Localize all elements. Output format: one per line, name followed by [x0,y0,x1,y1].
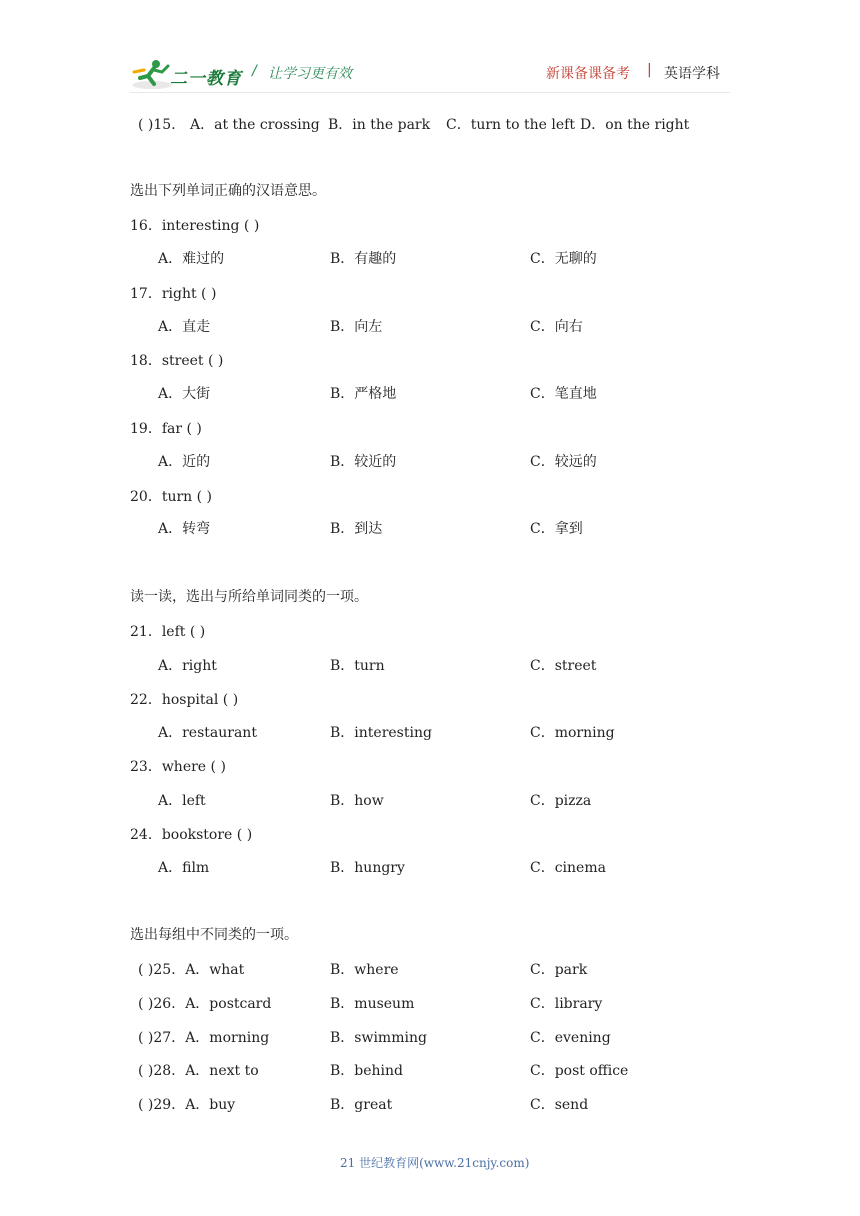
runner-logo-icon [130,58,174,90]
option-b: B．behind [330,1063,404,1079]
question-22-stem: 22．hospital ( ) [130,692,239,708]
header-label-prep: 新课备课备考 [546,66,630,82]
option-a: A．restaurant [158,725,257,741]
option-b: B．in the park [328,117,431,133]
option-c: C．post office [530,1063,629,1079]
question-24-stem: 24．bookstore ( ) [130,827,253,843]
option-b: B．较近的 [330,454,397,470]
option-c: C．street [530,658,597,674]
option-a: A．难过的 [158,251,225,267]
slogan: 让学习更有效 [268,66,352,82]
option-b: B．hungry [330,860,405,876]
question-19-stem: 19．far ( ) [130,421,202,437]
question-25-stem: ( )25．A．what [138,962,245,978]
question-16-stem: 16．interesting ( ) [130,218,260,234]
question-28-stem: ( )28．A．next to [138,1063,259,1079]
option-a: A．转弯 [158,521,211,537]
header-divider [130,92,730,93]
option-c: C．pizza [530,793,592,809]
option-a: A．left [158,793,206,809]
section-3-title: 选出每组中不同类的一项。 [130,927,298,943]
header-separator: | [647,62,652,78]
option-c: C．evening [530,1030,611,1046]
option-b: B．museum [330,996,415,1012]
option-c: C．send [530,1097,589,1113]
logo [130,58,174,94]
option-a: A．大街 [158,386,211,402]
option-b: B．严格地 [330,386,397,402]
option-a: A．近的 [158,454,211,470]
question-15-stem: ( )15． [138,117,186,133]
option-b: B．how [330,793,384,809]
logo-text: 二一教育 [170,69,242,89]
option-a: A．at the crossing [190,117,320,133]
section-2-title: 读一读，选出与所给单词同类的一项。 [130,589,368,605]
question-20-stem: 20．turn ( ) [130,489,212,505]
option-c: C．turn to the left [446,117,575,133]
option-b: B．到达 [330,521,383,537]
option-c: C．向右 [530,319,583,335]
option-a: A．直走 [158,319,211,335]
slogan-divider: / [252,63,257,79]
option-c: C．笔直地 [530,386,597,402]
option-c: C．无聊的 [530,251,597,267]
footer-link[interactable]: 21 世纪教育网(www.21cnjy.com) [340,1156,530,1170]
section-1-title: 选出下列单词正确的汉语意思。 [130,183,326,199]
question-21-stem: 21．left ( ) [130,624,206,640]
option-c: C．较远的 [530,454,597,470]
option-c: C．拿到 [530,521,583,537]
option-b: B．有趣的 [330,251,397,267]
question-26-stem: ( )26．A．postcard [138,996,272,1012]
option-b: B．turn [330,658,385,674]
option-b: B．向左 [330,319,383,335]
question-17-stem: 17．right ( ) [130,286,217,302]
question-27-stem: ( )27．A．morning [138,1030,270,1046]
option-c: C．morning [530,725,615,741]
option-c: C．cinema [530,860,606,876]
option-d: D．on the right [580,117,690,133]
question-29-stem: ( )29．A．buy [138,1097,236,1113]
option-a: A．film [158,860,210,876]
option-b: B．swimming [330,1030,427,1046]
option-b: B．interesting [330,725,432,741]
option-a: A．right [158,658,217,674]
option-b: B．great [330,1097,393,1113]
question-18-stem: 18．street ( ) [130,353,224,369]
header-label-subject: 英语学科 [664,66,720,82]
option-c: C．park [530,962,588,978]
option-c: C．library [530,996,603,1012]
option-b: B．where [330,962,399,978]
question-23-stem: 23．where ( ) [130,759,226,775]
